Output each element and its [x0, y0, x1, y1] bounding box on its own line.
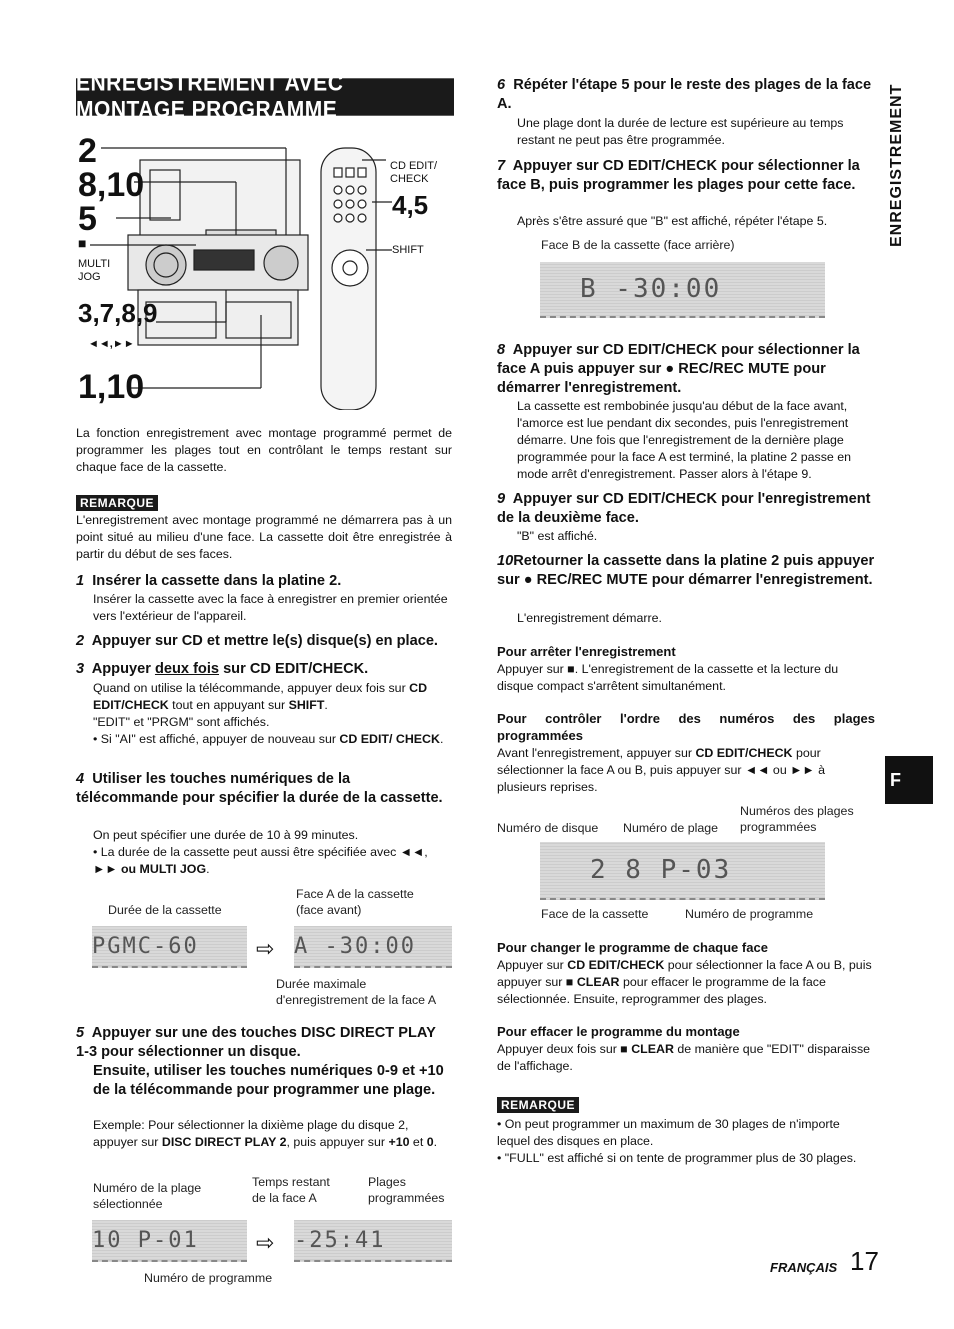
lcd-cassette-duration: PGMC-60 [92, 926, 247, 968]
callout-4-5: 4,5 [392, 190, 429, 220]
stop-symbol: ■ [78, 235, 87, 251]
check-order-body: Avant l'enregistrement, appuyer sur CD EDIT/CHECK pour sélectionner la face A ou B, puis appuyer sur ◄◄ ou ►► à plusieurs reprises. [497, 746, 826, 794]
lcd-program-order: 2 8 P-03 [540, 842, 825, 900]
change-program-title: Pour changer le programme de chaque face [497, 940, 768, 955]
selected-track-caption: Numéro de la plage sélectionnée [93, 1181, 202, 1211]
step-9-body: "B" est affiché. [517, 529, 598, 543]
face-a-caption: Face A de la cassette (face avant) [296, 887, 414, 917]
arrow-icon: ⇨ [256, 936, 275, 961]
step-7-body: Après s'être assuré que "B" est affiché, répéter l'étape 5. [517, 214, 828, 228]
page-title: ENREGISTREMENT AVEC MONTAGE PROGRAMME [76, 78, 454, 115]
remarque-2-text: • On peut programmer un maximum de 30 plages de n'importe lequel des disques en place. • "FULL" est affiché si on tente de programmer plus de 30 plages. [497, 1117, 857, 1165]
lcd-track-program: 10 P-01 [92, 1220, 247, 1262]
step-1-title: 1 Insérer la cassette dans la platine 2. [76, 573, 342, 589]
remarque-text: L'enregistrement avec montage programmé ne démarrera pas à un point situé au milieu d'une face. La cassette doit être enregistrée à partir du début de ses faces. [76, 513, 452, 561]
erase-program-title: Pour effacer le programme du montage [497, 1024, 740, 1039]
step-9-title: 9 Appuyer sur CD EDIT/CHECK pour l'enregistrement de la deuxième face. [497, 491, 871, 526]
step-8-title: 8 Appuyer sur CD EDIT/CHECK pour sélectionner la face A puis appuyer sur ● REC/REC MUTE pour démarrer l'enregistrement. [497, 342, 860, 396]
step-5-body: Exemple: Pour sélectionner la dixième plage du disque 2, appuyer sur DISC DIRECT PLAY 2, puis appuyer sur +10 et 0. [93, 1118, 438, 1149]
step-2-title: 2 Appuyer sur CD et mettre le(s) disque(s) en place. [76, 633, 438, 649]
cd-edit-check-label: CD EDIT/ CHECK [390, 160, 438, 185]
language-tab: F [885, 756, 933, 804]
device-figure [76, 132, 456, 410]
footer-language: FRANÇAIS [770, 1260, 838, 1275]
remaining-time-caption: Temps restant de la face A [252, 1175, 330, 1205]
lcd-face-a-time: A -30:00 [294, 926, 452, 968]
step-6-body: Une plage dont la durée de lecture est supérieure au temps restant ne peut pas être programmée. [517, 116, 844, 147]
step-5-title-2: Ensuite, utiliser les touches numériques 0-9 et +10 de la télécommande pour programmer une plage. [93, 1063, 444, 1098]
ff-rew-label: ◄◄,►► [88, 338, 135, 350]
stop-recording-body: Appuyer sur ■. L'enregistrement de la cassette et la lecture du disque compact s'arrêtent simultanément. [497, 662, 839, 693]
callout-1-10: 1,10 [78, 368, 145, 406]
disc-number-caption: Numéro de disque [497, 821, 599, 835]
cassette-face-caption: Face de la cassette [541, 907, 649, 921]
cassette-duration-caption: Durée de la cassette [108, 903, 222, 917]
check-order-title: Pour contrôler l'ordre des numéros des plages programmées [497, 711, 875, 743]
lcd-remaining-time: -25:41 [294, 1220, 452, 1262]
stop-recording-title: Pour arrêter l'enregistrement [497, 644, 676, 659]
section-side-label: ENREGISTREMENT [888, 83, 905, 247]
callout-3-7-8-9: 3,7,8,9 [78, 298, 158, 328]
step-10-title: 10Retourner la cassette dans la platine 2 puis appuyer sur ● REC/REC MUTE pour démarrer l'enregistrement. [497, 553, 875, 588]
change-program-body: Appuyer sur CD EDIT/CHECK pour sélectionner la face A ou B, puis appuyer sur ■ CLEAR pour effacer le programme de la face sélectionnée. Ensuite, reprogrammer des plages. [497, 958, 872, 1006]
step-10-body: L'enregistrement démarre. [517, 611, 662, 625]
program-number-caption: Numéro de programme [144, 1271, 273, 1285]
step-5-title: 5 Appuyer sur une des touches DISC DIRECT PLAY 1-3 pour sélectionner un disque. [76, 1025, 436, 1060]
program-number-caption-2: Numéro de programme [685, 907, 814, 921]
max-duration-caption: Durée maximale d'enregistrement de la face A [276, 977, 437, 1007]
step-8-body: La cassette est rembobinée jusqu'au début de la face avant, l'amorce est lue pendant dix secondes, puis l'enregistrement démarre. Une fois que l'enregistrement de la dernière plage programmée pour la face A est terminé, la platine 2 passe en mode arrêt d'enregistrement. Passer alors à l'étape 9. [517, 399, 852, 481]
step-4-title: 4 Utiliser les touches numériques de la télécommande pour spécifier la durée de la cassette. [76, 771, 443, 806]
step-6-title: 6 Répéter l'étape 5 pour le reste des plages de la face A. [497, 77, 872, 112]
remarque-badge-2: REMARQUE [497, 1097, 579, 1113]
shift-label: SHIFT [392, 244, 424, 256]
step-3-title: 3 Appuyer deux fois sur CD EDIT/CHECK. [76, 661, 369, 677]
callout-2: 2 [78, 132, 97, 170]
face-b-caption: Face B de la cassette (face arrière) [541, 238, 735, 252]
erase-program-body: Appuyer deux fois sur ■ CLEAR de manière que "EDIT" disparaisse de l'affichage. [497, 1042, 871, 1073]
programmed-tracks-caption-2: Numéros des plages programmées [740, 804, 854, 834]
multi-jog-label: MULTI JOG [78, 258, 111, 283]
callout-8-10: 8,10 [78, 166, 145, 204]
lcd-face-b: B -30:00 [540, 262, 825, 318]
step-7-title: 7 Appuyer sur CD EDIT/CHECK pour sélectionner la face B, puis programmer les plages pour cette face. [497, 158, 860, 193]
step-1-body: Insérer la cassette avec la face à enregistrer en premier orientée vers l'extérieur de l'appareil. [93, 592, 448, 623]
step-4-body: On peut spécifier une durée de 10 à 99 minutes. • La durée de la cassette peut aussi être spécifiée avec ◄◄, ►► ou MULTI JOG. [93, 828, 428, 876]
page-number: 17 [850, 1246, 879, 1276]
step-3-body: Quand on utilise la télécommande, appuyer deux fois sur CD EDIT/CHECK tout en appuyant sur SHIFT. "EDIT" et "PRGM" sont affichés. • Si "AI" est affiché, appuyer de nouveau sur CD EDIT/ CHECK. [93, 681, 444, 746]
arrow-icon: ⇨ [256, 1230, 275, 1255]
track-number-caption: Numéro de plage [623, 821, 719, 835]
remarque-badge: REMARQUE [76, 495, 158, 511]
callout-5: 5 [78, 200, 97, 238]
programmed-tracks-caption: Plages programmées [368, 1175, 445, 1205]
intro-paragraph: La fonction enregistrement avec montage programmé permet de programmer les plages tout en contrôlant le temps restant sur chaque face de la cassette. [76, 426, 452, 474]
